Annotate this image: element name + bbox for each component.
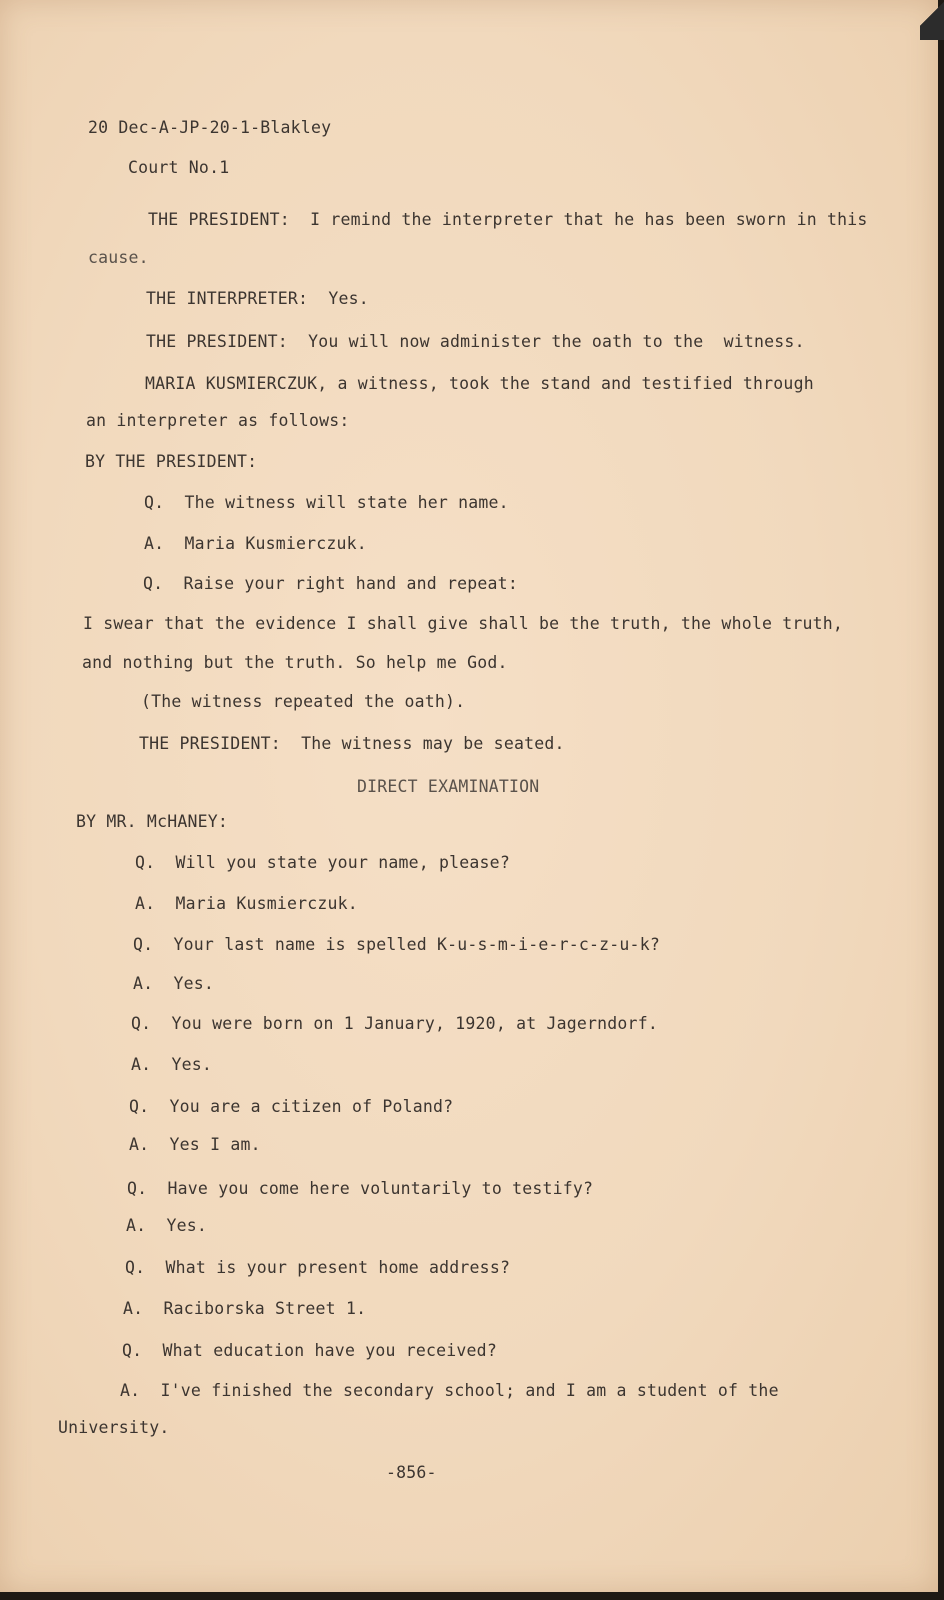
scan-corner <box>920 0 944 40</box>
text-line: I swear that the evidence I shall give shall be the truth, the whole truth, <box>83 614 844 633</box>
text-line: A. I've finished the secondary school; and I am a student of the <box>120 1381 779 1400</box>
text-line: Q. What is your present home address? <box>125 1258 511 1277</box>
text-line: Q. Will you state your name, please? <box>135 853 510 872</box>
document-header: 20 Dec-A-JP-20-1-Blakley <box>88 118 332 137</box>
text-line: Q. Your last name is spelled K-u-s-m-i-e-r-c-z-u-k? <box>133 935 660 954</box>
page-number: -856- <box>386 1463 437 1482</box>
text-line: an interpreter as follows: <box>86 411 350 430</box>
text-line: Q. You are a citizen of Poland? <box>129 1097 454 1116</box>
text-line: Q. Have you come here voluntarily to testify? <box>127 1179 594 1198</box>
text-line: Q. What education have you received? <box>122 1341 497 1360</box>
text-line: A. Maria Kusmierczuk. <box>144 534 367 553</box>
text-line: A. Yes. <box>131 1055 213 1074</box>
text-line: A. Yes I am. <box>129 1135 261 1154</box>
text-line: Q. The witness will state her name. <box>144 493 509 512</box>
text-line: Q. Raise your right hand and repeat: <box>143 574 518 593</box>
text-line: Q. You were born on 1 January, 1920, at Jagerndorf. <box>131 1014 658 1033</box>
text-line: A. Yes. <box>126 1216 208 1235</box>
text-line: University. <box>58 1418 170 1437</box>
text-line: (The witness repeated the oath). <box>141 692 466 711</box>
text-line: A. Yes. <box>133 974 215 993</box>
text-line: THE PRESIDENT: I remind the interpreter that he has been sworn in this <box>148 210 868 229</box>
scan-edge-right <box>938 0 944 1600</box>
text-line: and nothing but the truth. So help me God. <box>82 653 508 672</box>
text-line: MARIA KUSMIERCZUK, a witness, took the stand and testified through <box>145 374 814 393</box>
scan-edge-bottom <box>0 1592 944 1600</box>
text-line: A. Raciborska Street 1. <box>123 1299 367 1318</box>
text-line: THE PRESIDENT: You will now administer the oath to the witness. <box>146 332 805 351</box>
text-line: THE PRESIDENT: The witness may be seated. <box>139 734 565 753</box>
section-heading: DIRECT EXAMINATION <box>357 777 540 796</box>
text-line: cause. <box>88 248 149 267</box>
text-line: BY THE PRESIDENT: <box>85 452 258 471</box>
text-line: A. Maria Kusmierczuk. <box>135 894 358 913</box>
text-line: THE INTERPRETER: Yes. <box>146 289 369 308</box>
text-line: BY MR. McHANEY: <box>76 812 229 831</box>
court-label: Court No.1 <box>128 158 230 177</box>
